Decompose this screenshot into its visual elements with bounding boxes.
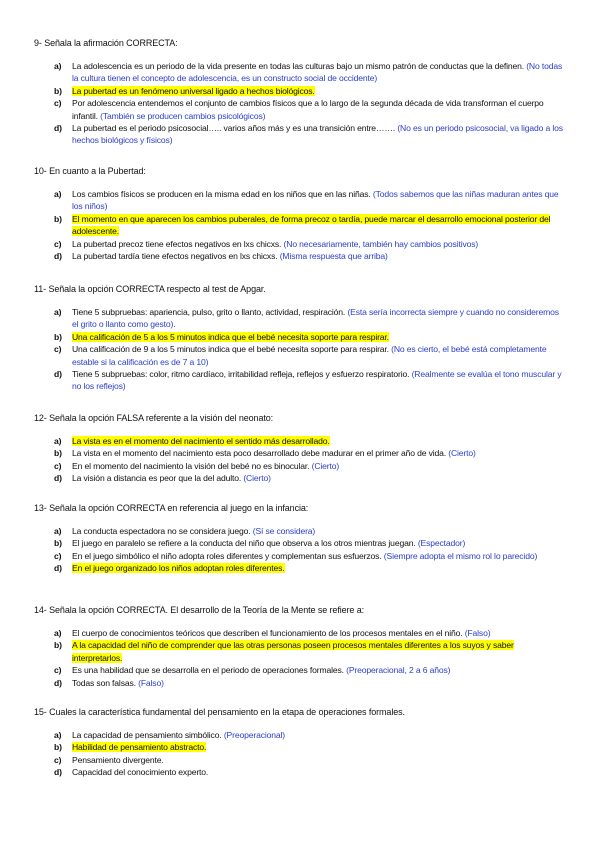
- option-d: [34, 368, 564, 393]
- option-label: a): [54, 628, 62, 638]
- option-note: (Misma respuesta que arriba): [279, 251, 388, 262]
- option-text: En el juego simbólico el niño adopta roles diferentes y complementan sus esfuerzos.: [72, 550, 382, 561]
- option-note: (Siempre adopta el mismo rol lo parecido): [383, 550, 538, 561]
- option-note: (Falso): [138, 677, 164, 688]
- option-a: [34, 729, 564, 741]
- option-text: Todas son falsas.: [72, 677, 136, 688]
- option-note: (Realmente se evalúa el tono muscular y no los reflejos): [72, 369, 562, 392]
- option-c: [34, 754, 564, 766]
- option-note: (También se producen cambios psicológicos): [100, 110, 266, 121]
- option-label: d): [54, 767, 62, 778]
- option-text: Tiene 5 subpruebas: apariencia, pulso, grito o llanto, actividad, respiración.: [72, 307, 346, 317]
- option-text: La pubertad tardía tiene efectos negativos en lxs chicxs.: [72, 251, 278, 262]
- option-text: Tiene 5 subpruebas: color, ritmo cardíaco, irritabilidad refleja, reflejos y esfuerzo respiratorio.: [72, 369, 410, 380]
- option-d: [34, 766, 564, 778]
- option-label: a): [54, 526, 62, 536]
- option-note: (Preoperacional): [223, 730, 285, 740]
- option-text: Una calificación de 9 a los 5 minutos indica que el bebé necesita soporte para respirar.: [72, 344, 389, 355]
- option-note: (No necesariamente, también hay cambios positivos): [283, 238, 479, 249]
- question-title: 12- Señala la opción FALSA referente a la visión del neonato:: [34, 413, 274, 423]
- option-note: (No es cierto, el bebé está completamente estable si la calificación es de 7 a 10): [72, 344, 547, 367]
- question-title: 11- Señala la opción CORRECTA respecto al test de Apgar.: [34, 284, 266, 294]
- option-label: a): [54, 436, 62, 446]
- option-text-highlighted: Una calificación de 5 a los 5 minutos indica que el bebé necesita soporte para respirar.: [72, 331, 389, 342]
- option-note: (Sí se considera): [252, 526, 316, 536]
- question-14: [34, 605, 564, 689]
- option-label: b): [54, 640, 62, 651]
- option-note: (Cierto): [243, 473, 271, 484]
- option-label: c): [54, 754, 62, 765]
- option-note: (No es un periodo psicosocial, va ligado a los hechos biológicos y físicos): [72, 123, 563, 146]
- option-text-highlighted: La pubertad es un fenómeno universal ligado a hechos biológicos.: [72, 85, 315, 96]
- option-d: [34, 677, 564, 689]
- option-label: d): [54, 251, 62, 262]
- question-title: 10- En cuanto a la Pubertad:: [34, 166, 146, 176]
- option-b: [34, 331, 564, 343]
- option-text: La capacidad de pensamiento simbólico.: [72, 730, 222, 740]
- option-text: Es una habilidad que se desarrolla en el periodo de operaciones formales.: [72, 665, 344, 676]
- option-note: (Espectador): [417, 538, 466, 549]
- option-text: La pubertad precoz tiene efectos negativos en lxs chicxs.: [72, 238, 282, 249]
- option-label: b): [54, 331, 62, 342]
- option-label: a): [54, 307, 62, 317]
- option-c: [34, 460, 564, 472]
- option-c: [34, 664, 564, 676]
- option-text: La visión a distancia es peor que la del adulto.: [72, 473, 242, 484]
- option-label: c): [54, 344, 62, 355]
- option-a: [34, 627, 564, 639]
- question-title: 15- Cuales la característica fundamental del pensamiento en la etapa de operaciones formales.: [34, 707, 405, 717]
- option-b: [34, 537, 564, 549]
- question-title: 13- Señala la opción CORRECTA en referencia al juego en la infancia:: [34, 503, 309, 513]
- option-text: En el momento del nacimiento la visión del bebé no es binocular.: [72, 460, 310, 471]
- option-text: El cuerpo de conocimientos teóricos que describen el funcionamiento de los procesos mentales en el niño.: [72, 628, 463, 638]
- option-b: [34, 639, 564, 664]
- option-label: b): [54, 448, 62, 459]
- option-label: c): [54, 238, 62, 249]
- option-label: c): [54, 665, 62, 676]
- option-b: [34, 447, 564, 459]
- option-text-highlighted: A la capacidad del niño de comprender que las otras personas poseen procesos mentales diferentes a los suyos y saber interpretarlos.: [72, 640, 514, 663]
- question-15: [34, 707, 564, 779]
- option-text-highlighted: El momento en que aparecen los cambios puberales, de forma precoz o tardía, puede marcar el desarrollo emocional posterior del adolescente.: [72, 213, 551, 237]
- option-text: Capacidad del conocimiento experto.: [72, 767, 209, 778]
- option-label: b): [54, 538, 62, 549]
- option-note: (Cierto): [448, 448, 476, 459]
- option-text: Los cambios físicos se producen en la misma edad en los niños que en las niñas.: [72, 189, 371, 199]
- option-b: [34, 741, 564, 753]
- option-label: d): [54, 563, 62, 574]
- option-text: El juego en paralelo se refiere a la conducta del niño que observa a los otros mientras juegan.: [72, 538, 416, 549]
- option-label: b): [54, 85, 62, 96]
- option-label: c): [54, 550, 62, 561]
- question-11: [34, 284, 564, 393]
- option-text: Por adolescencia entendemos el conjunto de cambios físicos que a lo largo de la segunda década de vida transforman el cuerpo infantil.: [72, 98, 544, 121]
- option-note: (Preoperacional, 2 a 6 años): [346, 665, 451, 676]
- option-a: [34, 525, 564, 537]
- option-label: d): [54, 123, 62, 134]
- option-c: [34, 343, 564, 368]
- option-d: [34, 472, 564, 484]
- option-text: La conducta espectadora no se considera juego.: [72, 526, 251, 536]
- question-title: 9- Señala la afirmación CORRECTA:: [34, 38, 178, 48]
- option-c: [34, 97, 564, 122]
- question-9: [34, 38, 564, 147]
- question-title: 14- Señala la opción CORRECTA. El desarrollo de la Teoría de la Mente se refiere a:: [34, 605, 365, 615]
- option-text-highlighted: La vista es en el momento del nacimiento el sentido más desarrollado.: [72, 436, 330, 446]
- question-12: [34, 413, 564, 485]
- option-label: b): [54, 742, 62, 753]
- option-label: a): [54, 61, 62, 71]
- option-note: (Falso): [464, 628, 491, 638]
- option-text: La pubertad es el periodo psicosocial….. varios años más y es una transición entre…….: [72, 123, 396, 134]
- option-label: d): [54, 473, 62, 484]
- question-13: [34, 503, 564, 575]
- option-note: (No todas la cultura tienen el concepto de adolescencia, es un constructo social de occidente): [72, 61, 563, 84]
- option-c: [34, 550, 564, 562]
- option-label: c): [54, 98, 62, 109]
- option-text-highlighted: Habilidad de pensamiento abstracto.: [72, 742, 207, 753]
- option-text: La adolescencia es un periodo de la vida presente en todas las culturas bajo un mismo patrón de conductas que la definen.: [72, 61, 524, 71]
- option-label: b): [54, 213, 62, 224]
- option-b: [34, 213, 564, 238]
- option-note: (Todos sabemos que las niñas maduran antes que los niños): [72, 189, 559, 212]
- option-b: [34, 85, 564, 97]
- option-a: [34, 306, 564, 331]
- option-text: La vista en el momento del nacimiento esta poco desarrollado debe madurar en el primer año de vida.: [72, 448, 447, 459]
- option-a: [34, 60, 564, 85]
- option-note: (Esta sería incorrecta siempre y cuando no consideremos el grito o llanto como gesto).: [72, 307, 559, 330]
- option-text: Pensamiento divergente.: [72, 754, 164, 765]
- option-label: c): [54, 460, 62, 471]
- option-d: [34, 562, 564, 574]
- option-label: a): [54, 189, 62, 199]
- option-d: [34, 250, 564, 262]
- question-10: [34, 166, 564, 262]
- option-text-highlighted: En el juego organizado los niños adoptan roles diferentes.: [72, 563, 285, 574]
- option-d: [34, 122, 564, 147]
- option-label: d): [54, 369, 62, 380]
- option-label: a): [54, 730, 62, 740]
- option-a: [34, 188, 564, 213]
- option-note: (Cierto): [311, 460, 340, 471]
- option-c: [34, 238, 564, 250]
- option-label: d): [54, 677, 62, 688]
- option-a: [34, 435, 564, 447]
